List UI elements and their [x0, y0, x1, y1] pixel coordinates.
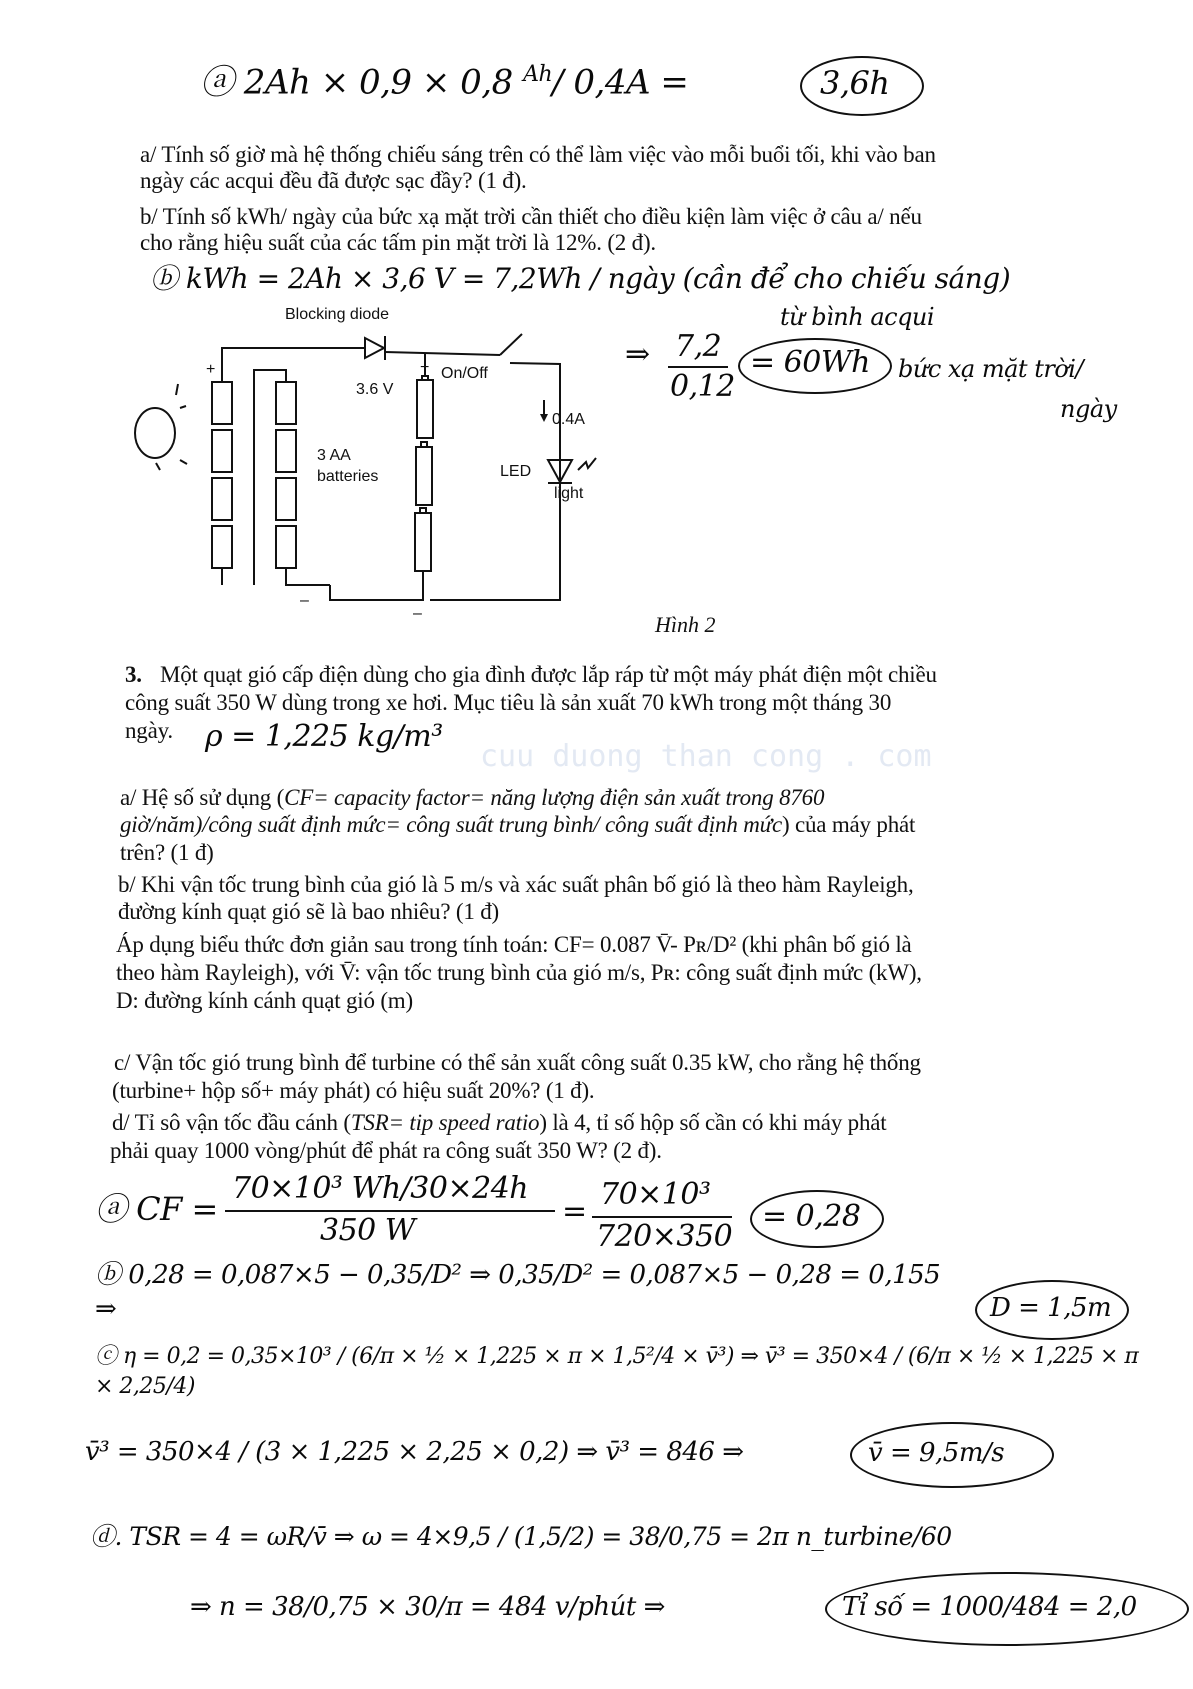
blocking-diode-icon: [365, 338, 384, 358]
question-3a-line3: trên? (1 đ): [120, 840, 214, 865]
formula-line: D: đường kính cánh quạt gió (m): [116, 988, 413, 1013]
solution-a-numerator: 70×10³ Wh/30×24h: [232, 1171, 529, 1206]
text: a/ Hệ số sử dụng (: [120, 785, 285, 810]
question-3-number: 3.: [125, 662, 142, 687]
handwritten-answer-a: [200, 58, 689, 103]
text: ) của máy phát: [781, 812, 916, 837]
answer-b-fraction-num: 7,2: [675, 329, 722, 364]
question-3-intro: công suất 350 W dùng trong xe hơi. Mục tiêu là sản xuất 70 kWh trong một tháng 30: [125, 690, 892, 715]
solar-cell: [276, 526, 296, 568]
solution-c-result: v̄ = 9,5m/s: [868, 1438, 1005, 1468]
question-2b-line: cho rằng hiệu suất của các tấm pin mặt trời là 12%. (2 đ).: [140, 230, 656, 255]
text: TSR= tip speed ratio: [350, 1110, 540, 1135]
question-3-intro: Một quạt gió cấp điện dùng cho gia đình được lắp ráp từ một máy phát điện một chiều: [160, 662, 937, 687]
light-rays-icon: [578, 458, 596, 470]
solar-cell: [212, 478, 232, 520]
plus-sign: +: [420, 359, 430, 376]
solution-a-denominator2: 720×350: [596, 1219, 733, 1254]
solution-d-line2: ⇒ n = 38/0,75 × 30/π = 484 v/phút ⇒: [190, 1592, 665, 1622]
question-3d-line2: phải quay 1000 vòng/phút để phát ra công suất 350 W? (2 đ).: [110, 1138, 662, 1163]
handwritten-answer-b-line2: từ bình acqui: [780, 303, 935, 331]
sun-icon: [135, 408, 175, 458]
question-2a-line: ngày các acqui đều đã được sạc đầy? (1 đ).: [140, 168, 527, 193]
on-off-switch: [500, 334, 522, 355]
light-label: light: [554, 485, 584, 502]
blocking-diode-label: Blocking diode: [285, 306, 390, 323]
question-3d-line1: [112, 1110, 886, 1136]
handwritten-answer-b-arrow: ⇒: [625, 337, 650, 372]
solution-a-equals: =: [562, 1194, 587, 1229]
batteries-label: batteries: [317, 468, 379, 485]
answer-b-suffix2: ngày: [1060, 395, 1117, 423]
answer-b-result: = 60Wh: [750, 345, 871, 380]
text: giờ/năm)/công suất định mức= công suất trung bình/ công suất định mức: [120, 812, 782, 837]
solution-d-result: Tỉ số = 1000/484 = 2,0: [842, 1592, 1137, 1622]
solar-cell: [276, 478, 296, 520]
solution-d-line1: ⓓ. TSR = 4 = ωR/v̄ ⇒ ω = 4×9,5 / (1,5/2) = 38/0,75 = 2π n_turbine/60: [90, 1522, 952, 1551]
question-3b-line: b/ Khi vận tốc trung bình của gió là 5 m/s và xác suất phân bố gió là theo hàm Rayleigh,: [118, 872, 914, 897]
solar-cell: [276, 382, 296, 424]
answer-a-unit: Ah: [523, 62, 553, 87]
text: CF= capacity factor= năng lượng điện sản xuất trong 8760: [284, 785, 825, 810]
on-off-label: On/Off: [441, 365, 488, 382]
circuit-diagram: [130, 300, 610, 630]
question-3-intro: ngày.: [125, 718, 173, 743]
question-2b-line: b/ Tính số kWh/ ngày của bức xạ mặt trời cần thiết cho điều kiện làm việc ở câu a/ nếu: [140, 204, 922, 229]
minus-sign: –: [300, 592, 309, 609]
question-3a-line2: [120, 812, 915, 838]
battery: [415, 513, 431, 571]
solar-cell: [212, 430, 232, 472]
question-2a-line: a/ Tính số giờ mà hệ thống chiếu sáng trên có thể làm việc vào mỗi buổi tối, khi vào ban: [140, 142, 936, 167]
solar-cell: [212, 382, 232, 424]
solution-a-result: = 0,28: [762, 1199, 861, 1234]
fraction-bar: [225, 1210, 555, 1212]
current-label: 0.4A: [552, 411, 585, 428]
answer-a-result: 3,6h: [820, 64, 890, 102]
question-3a-line1: [120, 785, 824, 811]
solution-a-numerator2: 70×10³: [600, 1177, 711, 1212]
question-3c-line: c/ Vận tốc gió trung bình để turbine có thể sản xuất công suất 0.35 kW, cho rằng hệ thống: [114, 1050, 921, 1075]
solution-b-result: D = 1,5m: [990, 1293, 1112, 1323]
solution-c-line2: v̄³ = 350×4 / (3 × 1,225 × 2,25 × 0,2) ⇒ v̄³ = 846 ⇒: [85, 1437, 744, 1467]
figure-caption: Hình 2: [655, 612, 716, 637]
fraction-bar: [668, 366, 728, 368]
solution-a-denominator: 350 W: [320, 1213, 416, 1248]
plus-sign: +: [206, 361, 216, 378]
answer-b-suffix: bức xạ mặt trời/: [898, 355, 1084, 383]
formula-line: Áp dụng biểu thức đơn giản sau trong tính toán: CF= 0.087 V̄- Pʀ/D² (khi phân bố gió là: [116, 932, 912, 957]
solar-cell: [212, 526, 232, 568]
batteries-label: 3 AA: [317, 447, 351, 464]
answer-a-expression: ⓐ 2Ah × 0,9 × 0,8: [200, 62, 524, 103]
question-3b-line: đường kính quạt gió sẽ là bao nhiêu? (1 đ): [118, 899, 499, 924]
solar-cell: [276, 430, 296, 472]
fraction-bar: [592, 1216, 732, 1218]
watermark: cuu duong than cong . com: [480, 739, 932, 774]
handwritten-answer-b-line1: ⓑ kWh = 2Ah × 3,6 V = 7,2Wh / ngày (cần để cho chiếu sáng): [150, 262, 1011, 295]
solution-a-label: ⓐ CF =: [95, 1190, 218, 1228]
text: ) là 4, tỉ số hộp số cần có khi máy phát: [539, 1110, 887, 1135]
text: d/ Tỉ sô vận tốc đầu cánh (: [112, 1110, 351, 1135]
solution-c-line1: ⓒ η = 0,2 = 0,35×10³ / (6/π × ½ × 1,225 × π × 1,5²/4 × v̄³) ⇒ v̄³ = 350×4 / (6/π × ½ × 1,225 × π × 2,25/4): [95, 1344, 1139, 1399]
answer-a-divisor: / 0,4A =: [552, 62, 689, 103]
formula-line: theo hàm Rayleigh), với V̄: vận tốc trung bình của gió m/s, Pʀ: công suất định mức (kW),: [116, 960, 922, 985]
solution-b-line: ⓑ 0,28 = 0,087×5 − 0,35/D² ⇒ 0,35/D² = 0,087×5 − 0,28 = 0,155 ⇒: [95, 1260, 941, 1324]
battery: [416, 447, 432, 505]
answer-b-fraction-den: 0,12: [670, 369, 735, 404]
battery: [417, 380, 433, 438]
led-label: LED: [500, 463, 532, 480]
question-3c-line: (turbine+ hộp số+ máy phát) có hiệu suất 20%? (1 đ).: [112, 1078, 595, 1103]
voltage-label: 3.6 V: [356, 381, 394, 398]
density-note: ρ = 1,225 kg/m³: [205, 719, 443, 754]
minus-sign: –: [413, 605, 422, 622]
